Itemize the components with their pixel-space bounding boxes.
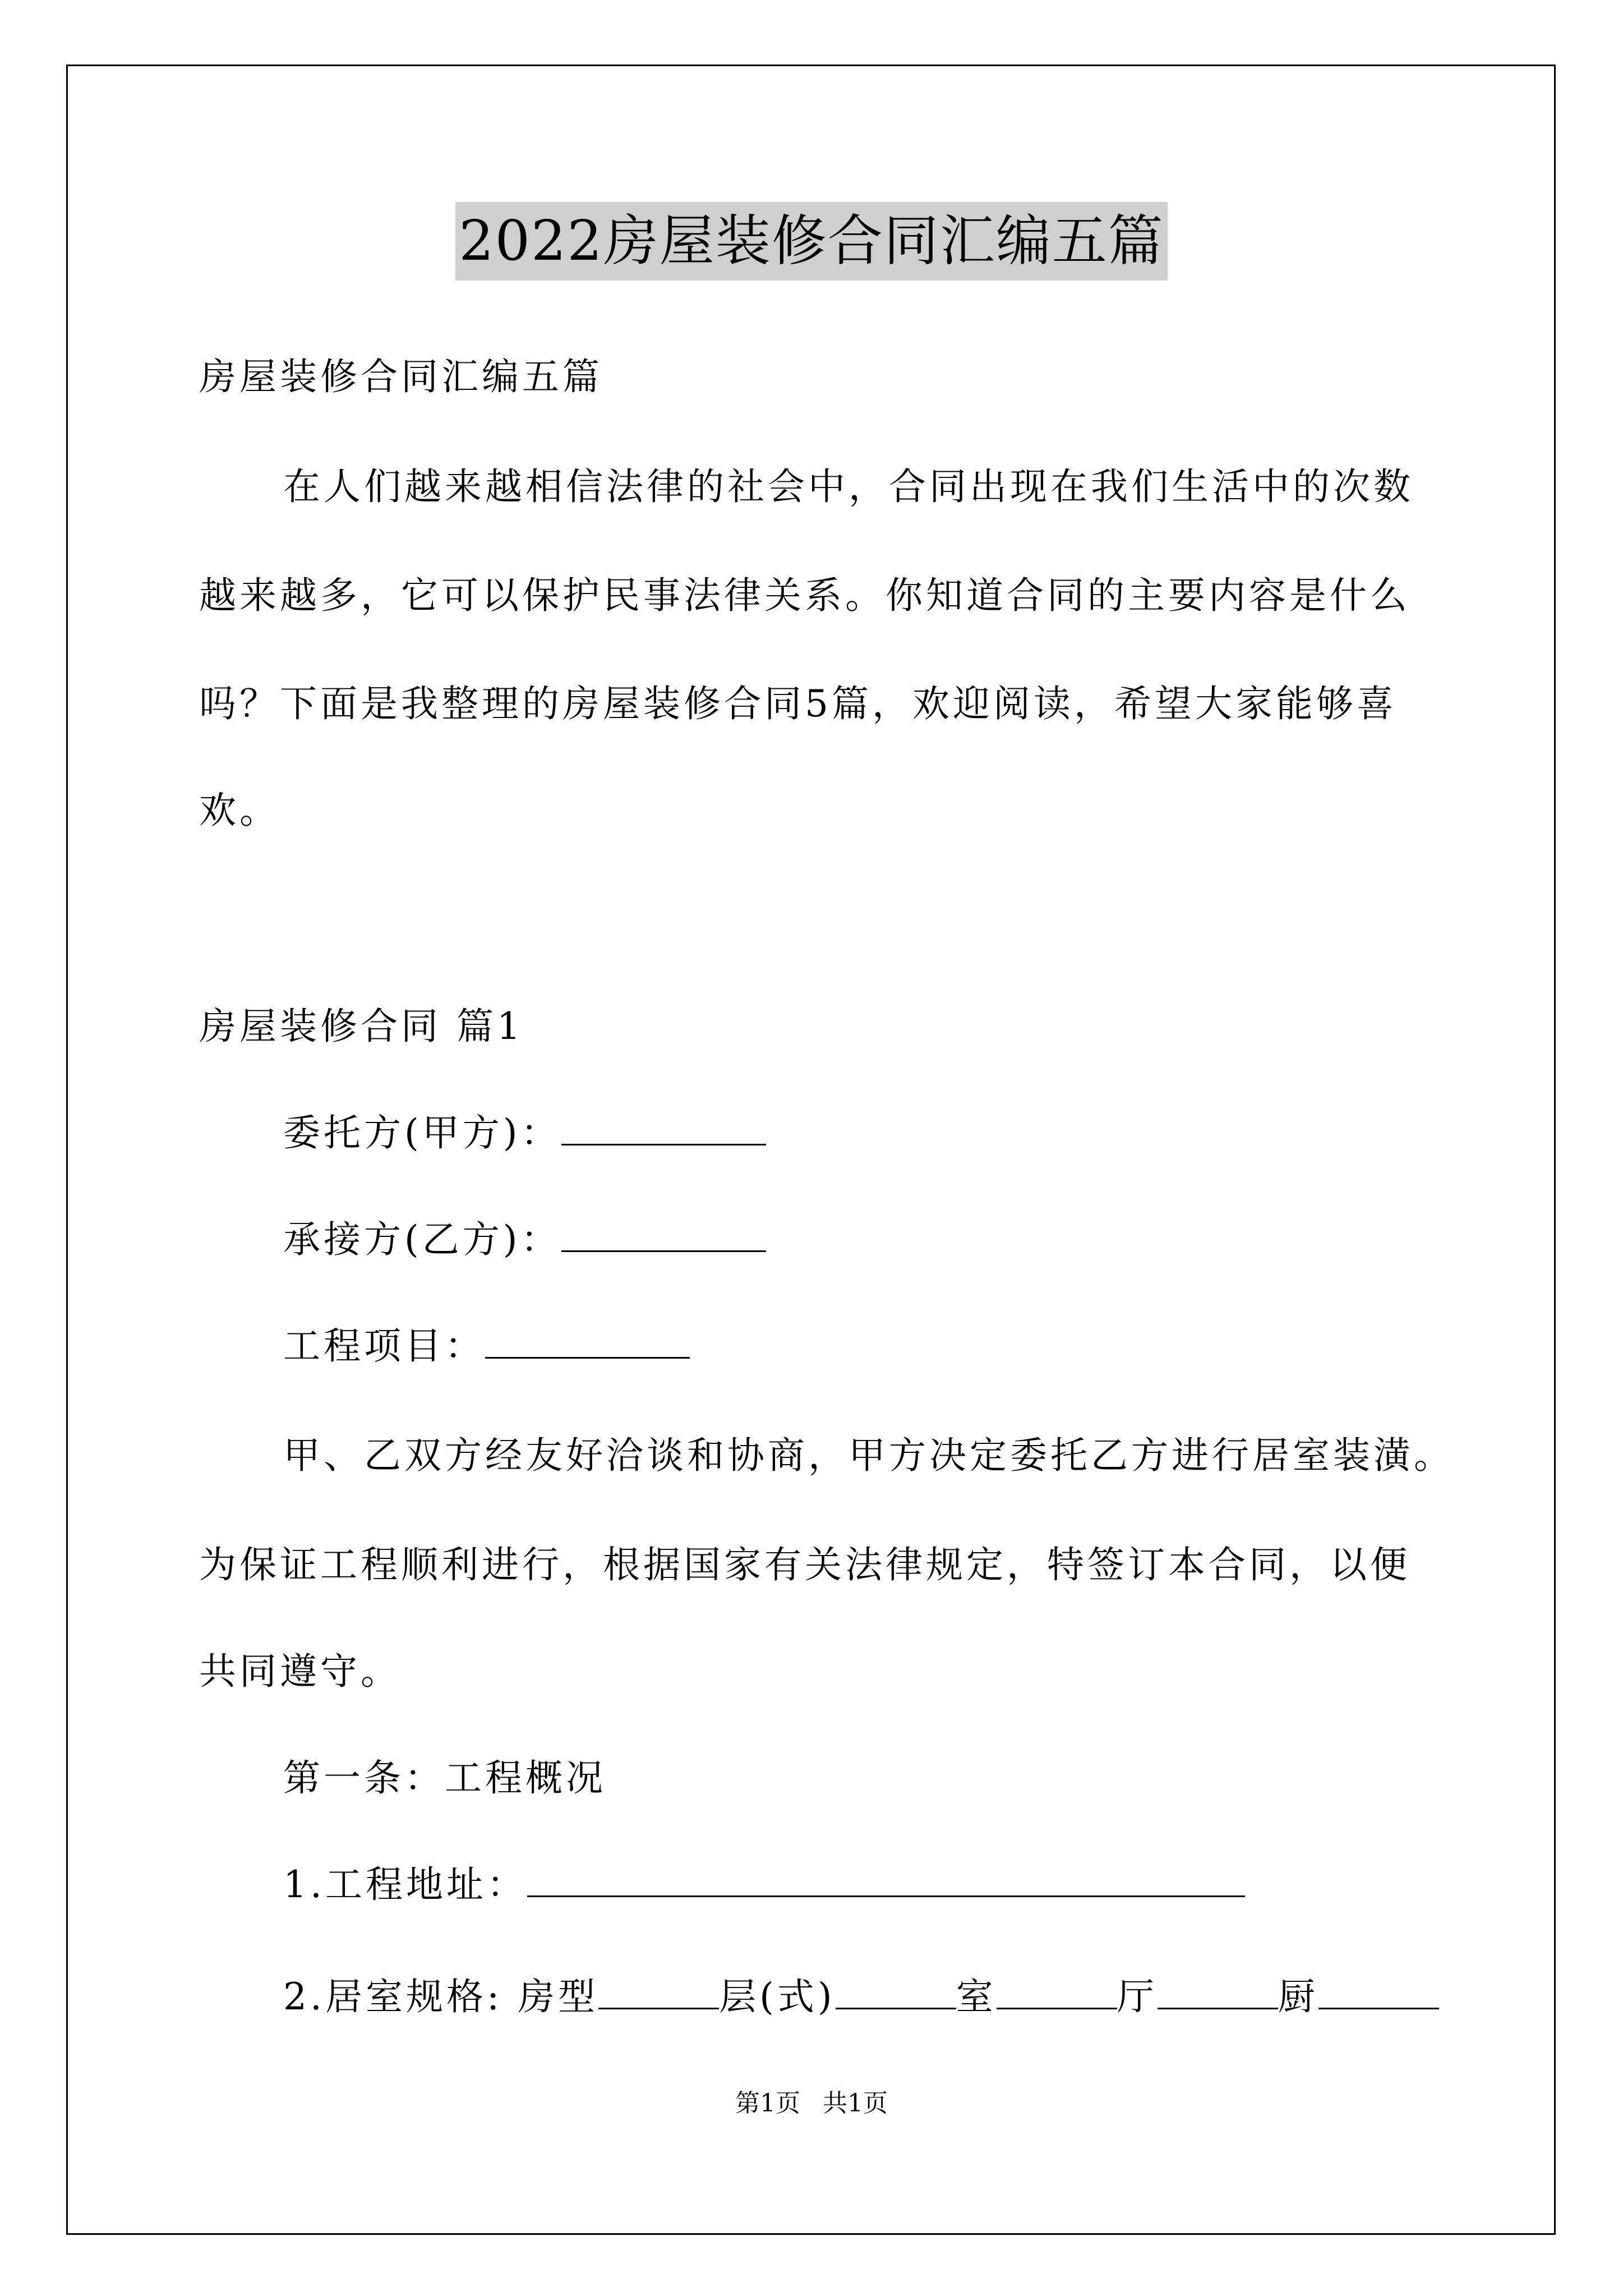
party-a-label: 委托方(甲方)： — [283, 1111, 561, 1154]
body-line-1: 甲、乙双方经友好洽谈和协商，甲方决定委托乙方进行居室装潢。 — [283, 1434, 1454, 1477]
document-title: 2022房屋装修合同汇编五篇 — [455, 202, 1167, 280]
floor-blank — [598, 1975, 719, 2009]
body-line-2: 为保证工程顺利进行，根据国家有关法律规定，特签订本合同，以便 — [199, 1543, 1410, 1586]
item-2-row — [283, 1975, 1439, 2019]
party-b-blank — [561, 1218, 766, 1252]
item-1-row — [283, 1862, 1245, 1907]
hall-blank — [997, 1975, 1117, 2009]
party-a-row — [283, 1111, 766, 1156]
project-row — [283, 1324, 690, 1369]
room-blank — [836, 1975, 956, 2009]
party-b-label: 承接方(乙方)： — [283, 1218, 561, 1261]
project-label: 工程项目： — [283, 1324, 485, 1368]
room-label: 室 — [956, 1975, 997, 2018]
floor-label: 层(式) — [719, 1975, 836, 2018]
item-2-label: 2.居室规格: 房型 — [283, 1975, 599, 2018]
kitchen-end-blank — [1318, 1975, 1439, 2009]
party-a-blank — [561, 1111, 766, 1145]
article-1-heading: 第一条：工程概况 — [283, 1756, 606, 1800]
item-1-blank — [527, 1863, 1245, 1897]
intro-line-4: 欢。 — [199, 789, 280, 832]
document-subtitle: 房屋装修合同汇编五篇 — [199, 355, 603, 398]
section-heading: 房屋装修合同 篇1 — [199, 1005, 524, 1048]
project-blank — [485, 1324, 690, 1359]
title-container — [0, 202, 1623, 280]
intro-line-1: 在人们越来越相信法律的社会中，合同出现在我们生活中的次数 — [283, 465, 1414, 508]
kitchen-label: 厨 — [1278, 1975, 1318, 2018]
page-total: 共1页 — [823, 2089, 888, 2118]
intro-line-2: 越来越多，它可以保护民事法律关系。你知道合同的主要内容是什么 — [199, 574, 1410, 617]
party-b-row — [283, 1217, 766, 1262]
item-1-label: 1.工程地址： — [283, 1863, 527, 1906]
kitchen-blank — [1158, 1975, 1278, 2009]
page-current: 第1页 — [735, 2089, 800, 2118]
body-line-3: 共同遵守。 — [199, 1650, 401, 1693]
intro-line-3: 吗？下面是我整理的房屋装修合同5篇，欢迎阅读，希望大家能够喜 — [199, 682, 1397, 725]
page-footer — [0, 2087, 1623, 2120]
hall-label: 厅 — [1117, 1975, 1158, 2018]
